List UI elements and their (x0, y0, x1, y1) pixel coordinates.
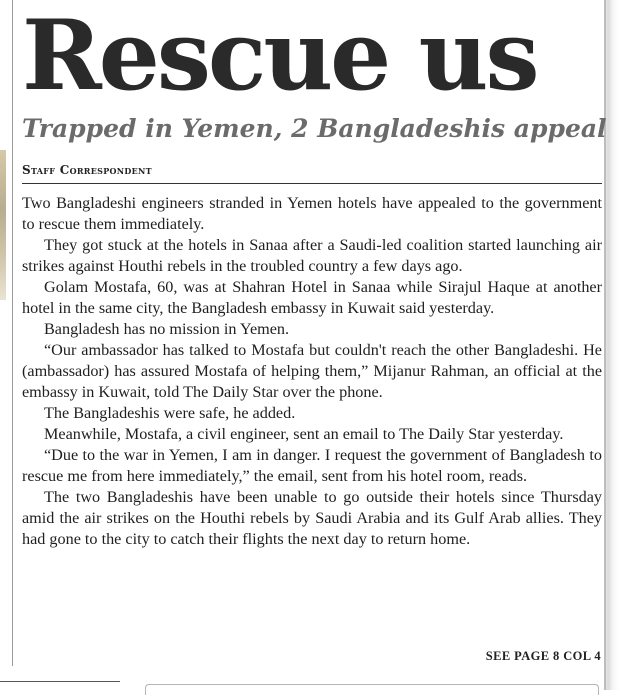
page-fold-shadow (604, 0, 619, 690)
continuation-link[interactable]: SEE PAGE 8 COL 4 (485, 649, 601, 663)
article-body (22, 193, 602, 550)
subheadline: Trapped in Yemen, 2 Bangladeshis appeal (22, 114, 607, 143)
paragraph: Bangladesh has no mission in Yemen. (44, 320, 290, 338)
paragraph: “Our ambassador has talked to Mostafa but couldn't reach the other Bangladeshi. He (ambassador) has assured Mostafa of helping them,” Mijanur Rahman, an official at the embassy in Kuwait, told The Daily Star over the phone. (22, 341, 602, 401)
paragraph: The Bangladeshis were safe, he added. (44, 404, 296, 422)
page-edge (604, 0, 606, 690)
paragraph: Two Bangladeshi engineers stranded in Yemen hotels have appealed to the government to rescue them immediately. (22, 194, 602, 233)
adjacent-photo-edge (0, 150, 6, 300)
headline: Rescue us (22, 0, 537, 112)
paragraph: Golam Mostafa, 60, was at Shahran Hotel in Sanaa while Sirajul Haque at another hotel in the same city, the Bangladesh embassy in Kuwait said yesterday. (22, 278, 602, 317)
byline-rule (22, 183, 602, 184)
bottom-rule (0, 681, 120, 682)
paragraph: The two Bangladeshis have been unable to go outside their hotels since Thursday amid the air strikes on the Houthi rebels by Saudi Arabia and its Gulf Arab allies. They had gone to the city to catch their flights the next day to return home. (22, 488, 602, 548)
paragraph: Meanwhile, Mostafa, a civil engineer, sent an email to The Daily Star yesterday. (44, 425, 564, 443)
column-divider-left (12, 0, 13, 666)
paragraph: They got stuck at the hotels in Sanaa after a Saudi-led coalition started launching air strikes against Houthi rebels in the troubled country a few days ago. (22, 236, 602, 275)
paragraph: “Due to the war in Yemen, I am in danger. I request the government of Bangladesh to rescue me from here immediately,” the email, sent from his hotel room, reads. (22, 446, 602, 485)
byline: Staff Correspondent (22, 163, 152, 177)
